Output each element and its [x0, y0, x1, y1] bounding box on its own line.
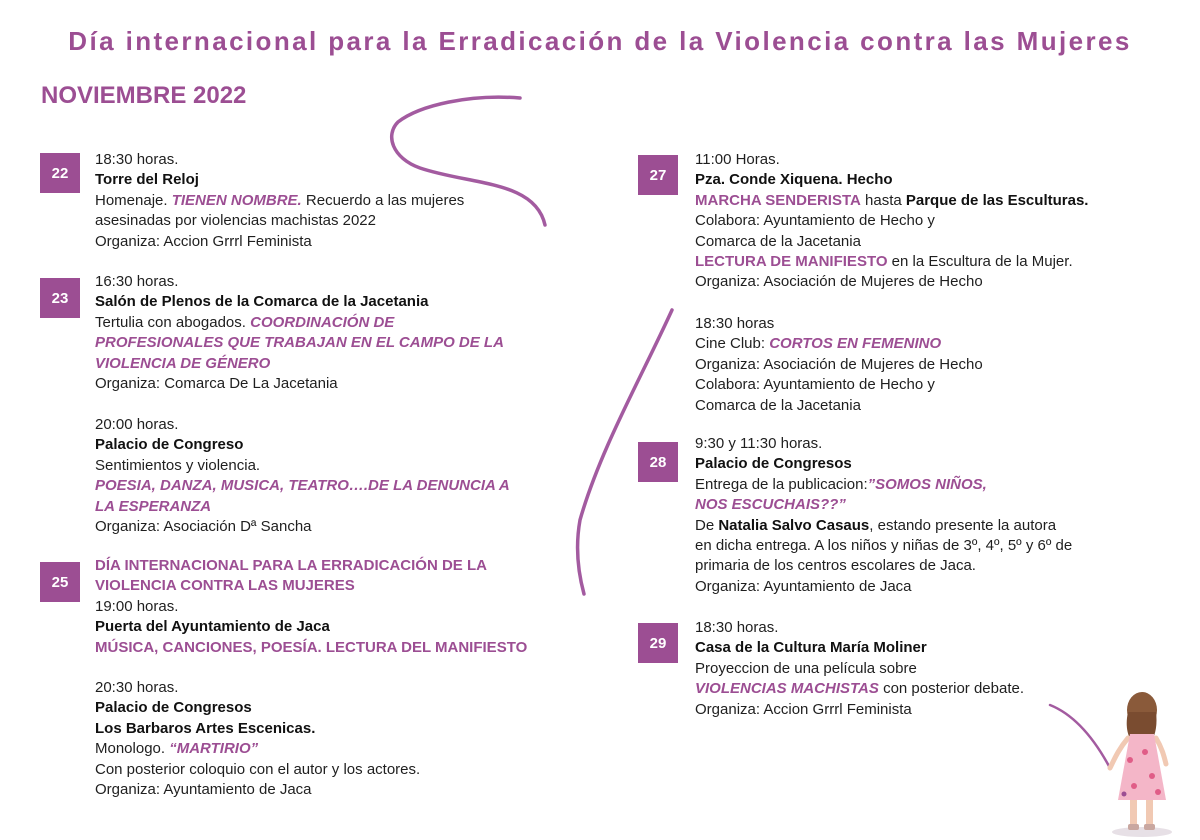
event-desc-text: hasta	[860, 191, 906, 209]
event-venue: Pza. Conde Xiquena. Hecho	[695, 171, 893, 189]
event-organizer: Organiza: Asociación de Mujeres de Hecho	[695, 273, 983, 291]
event-highlight: LECTURA DE MANIFIESTO	[695, 253, 888, 271]
event-27-a	[695, 150, 1165, 293]
day-badge-25: 25	[40, 562, 80, 602]
event-time: 16:30 horas.	[95, 273, 179, 290]
event-23-a	[95, 272, 565, 394]
event-desc	[95, 313, 565, 333]
event-organizer: Organiza: Asociación de Mujeres de Hecho	[695, 355, 983, 373]
event-venue: Palacio de Congresos	[695, 455, 852, 473]
event-desc	[695, 475, 1165, 495]
event-22	[95, 150, 565, 252]
event-time: 20:00 horas.	[95, 416, 179, 433]
event-desc	[695, 679, 1165, 699]
event-desc-text: Tertulia con abogados.	[95, 313, 251, 331]
event-organizer: Organiza: Accion Grrrl Feminista	[95, 232, 312, 250]
day-badge-27: 27	[638, 155, 678, 195]
event-time: 20:30 horas.	[95, 679, 179, 696]
event-highlight: POESIA, DANZA, MUSICA, TEATRO….DE LA DENUNCIA A	[95, 477, 510, 495]
event-desc: primaria de los centros escolares de Jaca.	[695, 557, 976, 575]
month-heading: NOVIEMBRE 2022	[41, 82, 247, 109]
event-29	[695, 618, 1165, 720]
event-desc: Proyeccion de una película sobre	[695, 659, 917, 677]
event-25-a	[95, 556, 565, 658]
event-27-b	[695, 314, 1165, 416]
day-badge-22: 22	[40, 153, 80, 193]
event-desc	[95, 191, 565, 211]
event-author: Natalia Salvo Casaus	[718, 516, 870, 534]
event-desc-text: , estando presente la autora	[869, 516, 1057, 534]
event-desc-text: Entrega de la publicacion:	[695, 475, 868, 493]
event-desc	[695, 191, 1165, 211]
event-highlight: COORDINACIÓN DE	[250, 313, 395, 331]
event-desc-text: Monologo.	[95, 740, 170, 758]
event-desc-text: Recuerdo a las mujeres	[301, 191, 465, 209]
event-time: 9:30 y 11:30 horas.	[695, 435, 823, 452]
event-23-b	[95, 415, 565, 537]
event-venue: Palacio de Congresos	[95, 699, 252, 717]
event-collaborator: Colabora: Ayuntamiento de Hecho y	[695, 212, 935, 230]
event-highlight: LA ESPERANZA	[95, 497, 212, 515]
page-title: Día internacional para la Erradicación de la Violencia contra las Mujeres	[68, 26, 1132, 56]
event-company: Los Barbaros Artes Escenicas.	[95, 719, 316, 737]
event-collaborator: Comarca de la Jacetania	[695, 232, 861, 250]
day-badge-28: 28	[638, 442, 678, 482]
event-desc-text: con posterior debate.	[878, 680, 1024, 698]
event-highlight: VIOLENCIA DE GÉNERO	[95, 354, 271, 372]
event-highlight: VIOLENCIAS MACHISTAS	[695, 680, 879, 698]
event-desc: Sentimientos y violencia.	[95, 456, 261, 474]
event-desc	[695, 334, 1165, 354]
event-desc-text: De	[695, 516, 719, 534]
event-collaborator: Colabora: Ayuntamiento de Hecho y	[695, 376, 935, 394]
event-collaborator: Comarca de la Jacetania	[695, 396, 861, 414]
girl-with-ribbon-illustration	[1100, 690, 1190, 838]
event-venue: Puerta del Ayuntamiento de Jaca	[95, 618, 330, 636]
event-venue: Casa de la Cultura María Moliner	[695, 639, 927, 657]
event-organizer: Organiza: Accion Grrrl Feminista	[695, 700, 912, 718]
event-title: DÍA INTERNACIONAL PARA LA ERRADICACIÓN DE LA	[95, 557, 487, 574]
event-highlight: CORTOS EN FEMENINO	[769, 335, 942, 353]
event-highlight: “MARTIRIO”	[169, 740, 259, 758]
event-venue: Salón de Plenos de la Comarca de la Jacetania	[95, 293, 429, 311]
event-desc-text: Homenaje.	[95, 191, 172, 209]
event-highlight: NOS ESCUCHAIS??”	[695, 496, 846, 514]
event-desc-text: en la Escultura de la Mujer.	[887, 253, 1073, 271]
event-destination: Parque de las Esculturas.	[905, 191, 1089, 209]
event-organizer: Organiza: Comarca De La Jacetania	[95, 375, 338, 393]
event-organizer: Organiza: Asociación Dª Sancha	[95, 518, 312, 536]
event-25-b	[95, 678, 565, 800]
event-organizer: Organiza: Ayuntamiento de Jaca	[695, 577, 912, 595]
event-highlight: TIENEN NOMBRE.	[171, 191, 302, 209]
event-time: 11:00 Horas.	[695, 151, 780, 168]
event-desc	[95, 739, 565, 759]
event-time: 18:30 horas.	[95, 151, 179, 168]
event-venue: Palacio de Congreso	[95, 436, 244, 454]
event-time: 18:30 horas	[695, 315, 775, 332]
event-organizer: Organiza: Ayuntamiento de Jaca	[95, 781, 312, 799]
event-venue: Torre del Reloj	[95, 171, 199, 189]
event-time: 18:30 horas.	[695, 619, 779, 636]
event-desc	[695, 516, 1165, 536]
event-highlight: MARCHA SENDERISTA	[695, 191, 861, 209]
event-desc: en dicha entrega. A los niños y niñas de 3º, 4º, 5º y 6º de	[695, 537, 1073, 555]
event-highlight: ”SOMOS NIÑOS,	[867, 475, 987, 493]
event-highlight: PROFESIONALES QUE TRABAJAN EN EL CAMPO DE LA	[95, 334, 504, 352]
event-desc: Con posterior coloquio con el autor y los actores.	[95, 760, 421, 778]
event-desc	[695, 252, 1165, 272]
event-28	[695, 434, 1165, 597]
day-badge-23: 23	[40, 278, 80, 318]
event-desc-text: Cine Club:	[695, 335, 770, 353]
event-title: VIOLENCIA CONTRA LAS MUJERES	[95, 577, 355, 595]
event-desc: asesinadas por violencias machistas 2022	[95, 212, 376, 230]
day-badge-29: 29	[638, 623, 678, 663]
event-time: 19:00 horas.	[95, 597, 179, 615]
event-highlight: MÚSICA, CANCIONES, POESÍA. LECTURA DEL MANIFIESTO	[95, 638, 528, 656]
